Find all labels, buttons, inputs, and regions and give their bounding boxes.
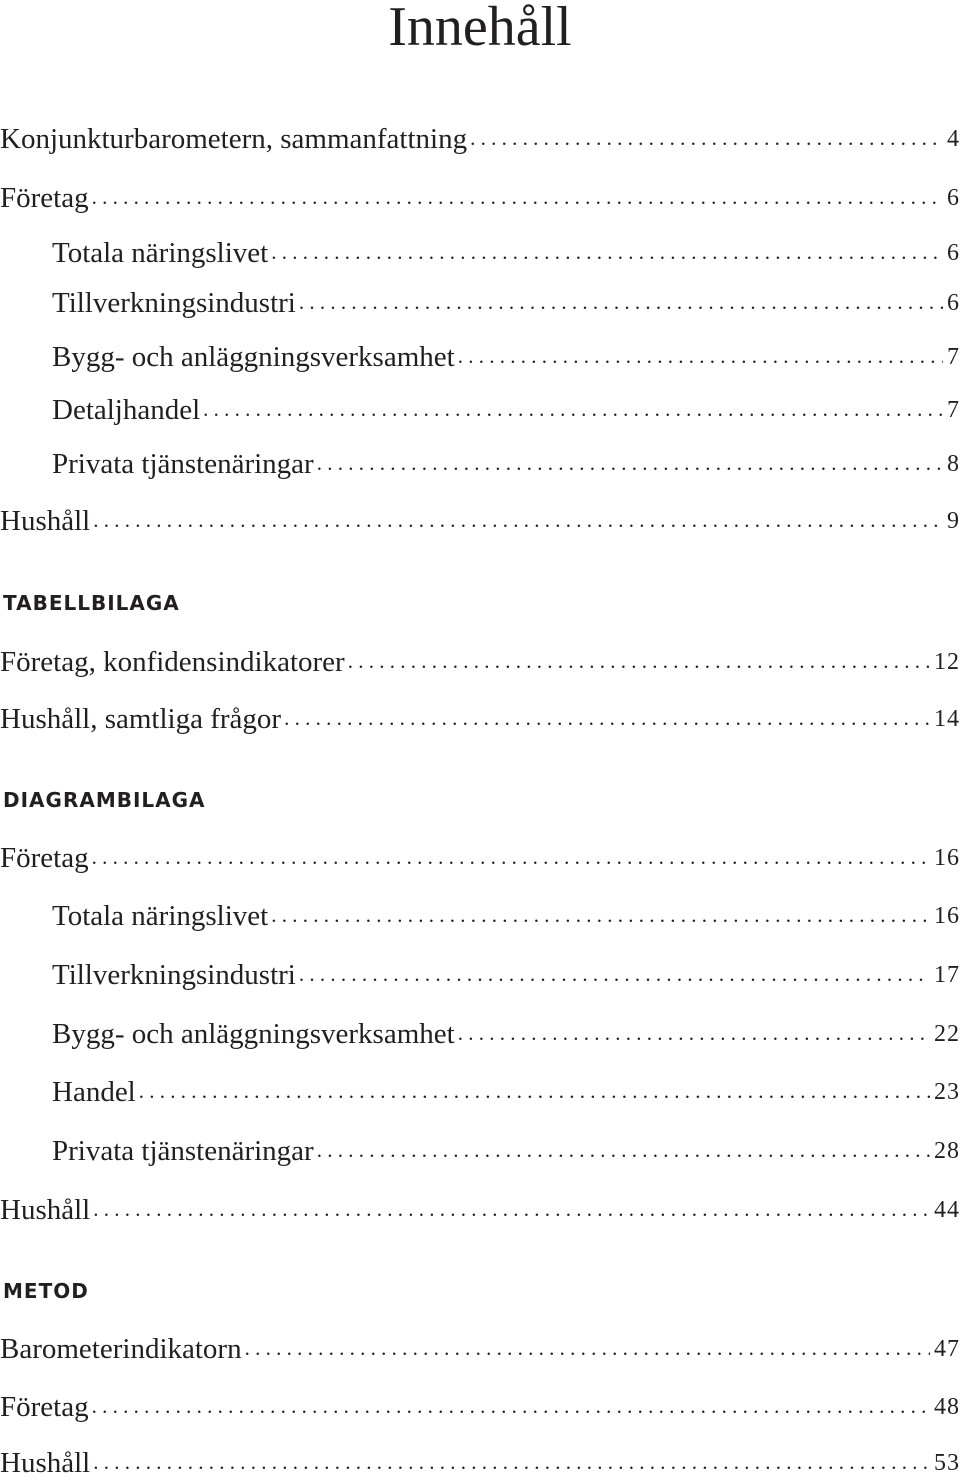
dot-leader bbox=[89, 844, 930, 870]
section-heading-diagrambilaga: DIAGRAMBILAGA bbox=[3, 788, 206, 812]
toc-entry-page: 8 bbox=[947, 451, 960, 477]
dot-leader bbox=[296, 289, 943, 315]
toc-entry[interactable] bbox=[0, 236, 960, 270]
toc-entry[interactable] bbox=[0, 1332, 960, 1366]
dot-leader bbox=[89, 184, 943, 210]
toc-entry[interactable] bbox=[0, 958, 960, 992]
toc-entry-page: 48 bbox=[934, 1394, 960, 1420]
toc-entry-label: Företag bbox=[0, 842, 89, 874]
toc-entry-label: Bygg- och anläggningsverksamhet bbox=[52, 341, 455, 373]
dot-leader bbox=[200, 396, 943, 422]
page-title: Innehåll bbox=[388, 0, 572, 58]
toc-entry-page: 6 bbox=[947, 240, 960, 266]
toc-entry-label: Tillverkningsindustri bbox=[52, 959, 296, 991]
toc-entry[interactable] bbox=[0, 1193, 960, 1227]
toc-entry-label: Hushåll bbox=[0, 505, 91, 537]
toc-entry-label: Hushåll bbox=[0, 1447, 91, 1479]
toc-entry-label: Barometerindikatorn bbox=[0, 1333, 242, 1365]
toc-entry[interactable] bbox=[0, 447, 960, 481]
dot-leader bbox=[268, 239, 943, 265]
dot-leader bbox=[90, 507, 943, 533]
dot-leader bbox=[136, 1078, 930, 1104]
dot-leader bbox=[281, 705, 930, 731]
toc-entry-page: 6 bbox=[947, 290, 960, 316]
toc-entry-page: 14 bbox=[934, 706, 960, 732]
toc-entry-label: Bygg- och anläggningsverksamhet bbox=[52, 1018, 455, 1050]
section-heading-metod: METOD bbox=[3, 1279, 89, 1303]
toc-entry[interactable] bbox=[0, 1390, 960, 1424]
toc-entry-page: 12 bbox=[934, 649, 960, 675]
section-heading-tabellbilaga: TABELLBILAGA bbox=[3, 591, 180, 615]
dot-leader bbox=[90, 1196, 930, 1222]
toc-entry-page: 44 bbox=[934, 1197, 960, 1223]
toc-entry[interactable] bbox=[0, 504, 960, 538]
toc-entry[interactable] bbox=[0, 340, 960, 374]
toc-entry[interactable] bbox=[0, 286, 960, 320]
toc-entry-label: Totala näringslivet bbox=[52, 900, 269, 932]
toc-entry-label: Hushåll bbox=[0, 1194, 91, 1226]
toc-entry-page: 4 bbox=[947, 126, 960, 152]
toc-entry[interactable] bbox=[0, 393, 960, 427]
toc-entry[interactable] bbox=[0, 702, 960, 736]
toc-entry-label: Företag bbox=[0, 1391, 89, 1423]
dot-leader bbox=[455, 343, 943, 369]
toc-entry-page: 16 bbox=[934, 903, 960, 929]
dot-leader bbox=[345, 648, 930, 674]
dot-leader bbox=[314, 450, 943, 476]
dot-leader bbox=[90, 1449, 930, 1475]
toc-entry[interactable] bbox=[0, 841, 960, 875]
toc-entry-label: Tillverkningsindustri bbox=[52, 287, 296, 319]
toc-entry[interactable] bbox=[0, 899, 960, 933]
toc-entry[interactable] bbox=[0, 645, 960, 679]
toc-entry-label: Totala näringslivet bbox=[52, 237, 269, 269]
toc-entry-page: 17 bbox=[934, 962, 960, 988]
toc-entry-page: 6 bbox=[947, 185, 960, 211]
dot-leader bbox=[314, 1137, 930, 1163]
dot-leader bbox=[242, 1335, 930, 1361]
toc-entry-page: 7 bbox=[947, 344, 960, 370]
toc-entry-label: Privata tjänstenäringar bbox=[52, 1135, 314, 1167]
toc-entry-label: Företag bbox=[0, 182, 89, 214]
toc-entry-page: 47 bbox=[934, 1336, 960, 1362]
toc-entry-label: Detaljhandel bbox=[52, 394, 201, 426]
dot-leader bbox=[455, 1020, 930, 1046]
toc-entry-label: Hushåll, samtliga frågor bbox=[0, 703, 282, 735]
toc-entry[interactable] bbox=[0, 181, 960, 215]
dot-leader bbox=[89, 1393, 930, 1419]
toc-entry-page: 9 bbox=[947, 508, 960, 534]
toc-entry[interactable] bbox=[0, 122, 960, 156]
dot-leader bbox=[467, 125, 943, 151]
toc-entry[interactable] bbox=[0, 1446, 960, 1480]
toc-entry[interactable] bbox=[0, 1075, 960, 1109]
toc-entry-label: Företag, konfidensindikatorer bbox=[0, 646, 345, 678]
toc-entry-page: 7 bbox=[947, 397, 960, 423]
toc-entry[interactable] bbox=[0, 1134, 960, 1168]
toc-entry-label: Privata tjänstenäringar bbox=[52, 448, 314, 480]
dot-leader bbox=[268, 902, 930, 928]
toc-entry-page: 22 bbox=[934, 1021, 960, 1047]
toc-entry-page: 23 bbox=[934, 1079, 960, 1105]
toc-entry-label: Konjunkturbarometern, sammanfattning bbox=[0, 123, 468, 155]
dot-leader bbox=[296, 961, 930, 987]
toc-entry-page: 28 bbox=[934, 1138, 960, 1164]
toc-entry[interactable] bbox=[0, 1017, 960, 1051]
toc-entry-page: 16 bbox=[934, 845, 960, 871]
toc-entry-page: 53 bbox=[934, 1450, 960, 1476]
toc-entry-label: Handel bbox=[52, 1076, 136, 1108]
